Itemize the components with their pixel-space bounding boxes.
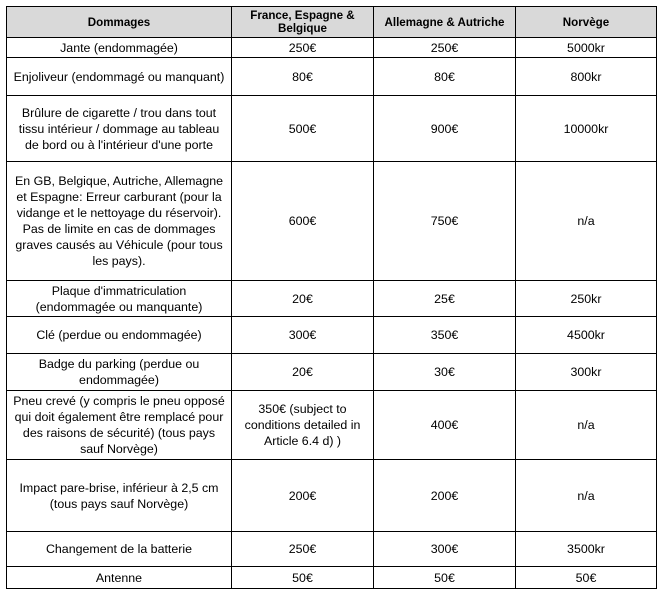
price-fr-es-be: 250€ xyxy=(232,532,374,567)
damage-item: Clé (perdue ou endommagée) xyxy=(7,317,232,354)
price-no: n/a xyxy=(516,460,657,532)
damage-item: Brûlure de cigarette / trou dans tout tissu intérieur / dommage au tableau de bord ou à l'intérieur d'une porte xyxy=(7,96,232,162)
price-de-at: 300€ xyxy=(374,532,516,567)
price-fr-es-be: 20€ xyxy=(232,281,374,317)
price-fr-es-be: 500€ xyxy=(232,96,374,162)
price-de-at: 750€ xyxy=(374,162,516,281)
price-fr-es-be: 300€ xyxy=(232,317,374,354)
price-fr-es-be: 20€ xyxy=(232,354,374,391)
price-de-at: 350€ xyxy=(374,317,516,354)
price-fr-es-be: 80€ xyxy=(232,58,374,96)
price-no: 300kr xyxy=(516,354,657,391)
price-de-at: 900€ xyxy=(374,96,516,162)
price-fr-es-be: 600€ xyxy=(232,162,374,281)
damage-fees-table xyxy=(6,6,657,589)
table-row xyxy=(7,391,657,460)
price-no: 10000kr xyxy=(516,96,657,162)
damage-item: Pneu crevé (y compris le pneu opposé qui doit également être remplacé pour des raisons de sécurité) (tous pays sauf Norvège) xyxy=(7,391,232,460)
price-de-at: 30€ xyxy=(374,354,516,391)
price-de-at: 250€ xyxy=(374,38,516,58)
price-de-at: 80€ xyxy=(374,58,516,96)
price-no: 5000kr xyxy=(516,38,657,58)
table-row xyxy=(7,460,657,532)
table-row xyxy=(7,567,657,589)
table-row xyxy=(7,281,657,317)
price-no: 250kr xyxy=(516,281,657,317)
damage-item: Enjoliveur (endommagé ou manquant) xyxy=(7,58,232,96)
table-row xyxy=(7,58,657,96)
table-row xyxy=(7,532,657,567)
price-no: 4500kr xyxy=(516,317,657,354)
table-row xyxy=(7,354,657,391)
table-row xyxy=(7,38,657,58)
damage-item: Changement de la batterie xyxy=(7,532,232,567)
price-fr-es-be: 200€ xyxy=(232,460,374,532)
damage-item: Badge du parking (perdue ou endommagée) xyxy=(7,354,232,391)
price-no: n/a xyxy=(516,162,657,281)
header-norvege: Norvège xyxy=(516,7,657,38)
header-dommages: Dommages xyxy=(7,7,232,38)
table-row xyxy=(7,96,657,162)
damage-item: Impact pare-brise, inférieur à 2,5 cm (tous pays sauf Norvège) xyxy=(7,460,232,532)
price-no: 3500kr xyxy=(516,532,657,567)
damage-item: Jante (endommagée) xyxy=(7,38,232,58)
price-de-at: 200€ xyxy=(374,460,516,532)
damage-item: Antenne xyxy=(7,567,232,589)
price-de-at: 25€ xyxy=(374,281,516,317)
header-allemagne-autriche: Allemagne & Autriche xyxy=(374,7,516,38)
header-france-espagne-belgique: France, Espagne & Belgique xyxy=(232,7,374,38)
damage-item: Plaque d'immatriculation (endommagée ou manquante) xyxy=(7,281,232,317)
price-no: n/a xyxy=(516,391,657,460)
damage-item: En GB, Belgique, Autriche, Allemagne et Espagne: Erreur carburant (pour la vidange et le nettoyage du réservoir). Pas de limite en cas de dommages graves causés au Véhicule (pour tous les pays). xyxy=(7,162,232,281)
price-fr-es-be: 350€ (subject to conditions detailed in Article 6.4 d) ) xyxy=(232,391,374,460)
price-de-at: 50€ xyxy=(374,567,516,589)
price-fr-es-be: 250€ xyxy=(232,38,374,58)
price-de-at: 400€ xyxy=(374,391,516,460)
price-no: 800kr xyxy=(516,58,657,96)
table-row xyxy=(7,162,657,281)
price-no: 50€ xyxy=(516,567,657,589)
table-header-row xyxy=(7,7,657,38)
price-fr-es-be: 50€ xyxy=(232,567,374,589)
table-row xyxy=(7,317,657,354)
